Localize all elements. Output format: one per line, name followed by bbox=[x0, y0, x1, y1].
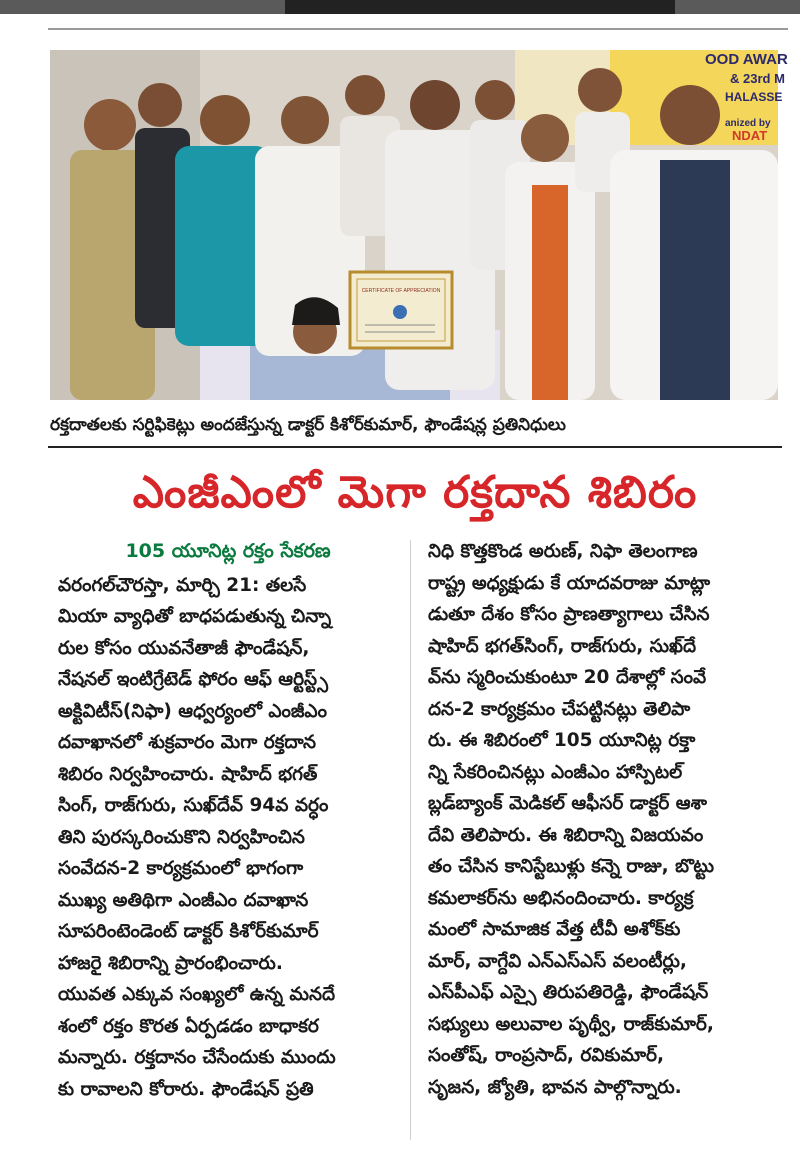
top-bar-dark-segment bbox=[285, 0, 675, 14]
top-rule bbox=[48, 28, 788, 30]
right-line: కమలాకర్‌ను అభినందించారు. కార్యక్ర bbox=[428, 887, 694, 909]
banner-line-1: OOD AWAR bbox=[705, 51, 788, 68]
right-line: వ్‌ను స్మరించుకుంటూ 20 దేశాల్లో సంవే bbox=[428, 667, 707, 688]
banner-line-4: anized by bbox=[725, 118, 771, 129]
right-line: డుతూ దేశం కోసం ప్రాణత్యాగాలు చేసిన bbox=[428, 604, 710, 625]
left-line: యువత ఎక్కువ సంఖ్యలో ఉన్న మనదే bbox=[58, 984, 336, 1005]
right-line: షాహిద్ భగత్‌సింగ్, రాజ్‌గురు, సుఖ్‌దే bbox=[428, 635, 697, 657]
banner-line-5: NDAT bbox=[732, 128, 768, 143]
right-line: దేవి తెలిపారు. ఈ శిబిరాన్ని విజయవం bbox=[428, 824, 704, 846]
caption-rule bbox=[48, 446, 782, 448]
left-line: మన్నారు. రక్తదానం చేసేందుకు ముందు bbox=[58, 1047, 336, 1068]
left-line: అక్టివిటీస్(నిఫా) ఆధ్వర్యంలో ఎంజీఎం bbox=[58, 700, 327, 722]
banner-line-2: & 23rd M bbox=[730, 71, 785, 86]
right-line: దన-2 కార్యక్రమం చేపట్టినట్లు తెలిపా bbox=[428, 698, 691, 720]
left-line: దవాఖానలో శుక్రవారం మెగా రక్తదాన bbox=[58, 732, 317, 753]
headline: ఎంజీఎంలో మెగా రక్తదాన శిబిరం bbox=[132, 467, 698, 518]
right-line: రు. ఈ శిబిరంలో 105 యూనిట్ల రక్తా bbox=[428, 730, 696, 751]
right-line: రాష్ట్ర అధ్యక్షుడు కే యాదవరాజు మాట్లా bbox=[428, 572, 711, 594]
photo-illustration bbox=[50, 50, 788, 400]
left-line: కు రావాలని కోరారు. ఫౌండేషన్ ప్రతి bbox=[58, 1078, 314, 1100]
left-line: తిని పురస్కరించుకొని నిర్వహించిన bbox=[58, 826, 305, 848]
right-line: మంలో సామాజిక వేత్త టీవీ అశోక్‌కు bbox=[428, 919, 681, 940]
left-line: వరంగల్‌చౌరస్తా, మార్చి 21: తలసే bbox=[58, 574, 307, 596]
left-line: శిబిరం నిర్వహించారు. షాహిద్ భగత్ bbox=[58, 763, 318, 785]
left-line: శంలో రక్తం కొరత ఏర్పడడం బాధాకర bbox=[58, 1015, 319, 1037]
right-line: మార్, వాగ్దేవి ఎన్‌ఎస్‌ఎస్ వలంటీర్లు, bbox=[428, 950, 687, 972]
certificate-title: CERTIFICATE OF APPRECIATION bbox=[361, 288, 441, 294]
right-column bbox=[428, 536, 768, 1103]
top-bar bbox=[0, 0, 800, 14]
left-column bbox=[58, 536, 398, 1105]
news-photo bbox=[50, 50, 788, 400]
right-line: బ్లడ్‌బ్యాంక్ మెడికల్ ఆఫీసర్ డాక్టర్ ఆశా bbox=[428, 793, 707, 814]
left-line: సింగ్, రాజ్‌గురు, సుఖ్‌దేవ్ 94వ వర్ధం bbox=[58, 795, 329, 816]
left-line: మియా వ్యాధితో బాధపడుతున్న చిన్నా bbox=[58, 606, 332, 627]
right-line: తం చేసిన కానిస్టేబుళ్లు కన్నె రాజు, బొట్టు bbox=[428, 856, 715, 877]
left-line: హాజరై శిబిరాన్ని ప్రారంభించారు. bbox=[58, 952, 283, 974]
left-line: రుల కోసం యువనేతాజీ ఫౌండేషన్, bbox=[58, 637, 310, 659]
photo-caption: రక్తదాతలకు సర్టిఫికెట్లు అందజేస్తున్న డాక్టర్ కిశోర్‌కుమార్, ఫౌండేషన్ల ప్రతినిధులు bbox=[50, 415, 566, 435]
right-line: న్ని సేకరించినట్లు ఎంజీఎం హాస్పిటల్ bbox=[428, 761, 683, 783]
left-line: సంవేదన-2 కార్యక్రమంలో భాగంగా bbox=[58, 858, 304, 879]
column-divider bbox=[410, 540, 411, 1140]
right-line: సభ్యులు అలువాల పృథ్వీ, రాజ్‌కుమార్, bbox=[428, 1013, 714, 1035]
left-line: నేషనల్ ఇంటిగ్రేటెడ్ ఫోరం ఆఫ్ ఆర్టిస్ట్స్ bbox=[58, 669, 329, 690]
left-line: ముఖ్య అతిథిగా ఎంజీఎం దవాఖాన bbox=[58, 889, 309, 911]
banner-line-3: HALASSE bbox=[725, 90, 783, 104]
left-line: సూపరింటెండెంట్ డాక్టర్ కిశోర్‌కుమార్ bbox=[58, 921, 319, 942]
right-line: సృజన, జ్యోతి, భావన పాల్గొన్నారు. bbox=[428, 1076, 682, 1098]
right-line: ఎస్‌పీఎఫ్ ఎస్సై తిరుపతిరెడ్డి, ఫౌండేషన్ bbox=[428, 982, 709, 1003]
right-line: సంతోష్, రాంప్రసాద్, రవికుమార్, bbox=[428, 1045, 665, 1066]
subheading: 105 యూనిట్ల రక్తం సేకరణ bbox=[125, 540, 331, 562]
right-line: నిధి కొత్తకొండ అరుణ్, నిఫా తెలంగాణ bbox=[428, 541, 698, 562]
